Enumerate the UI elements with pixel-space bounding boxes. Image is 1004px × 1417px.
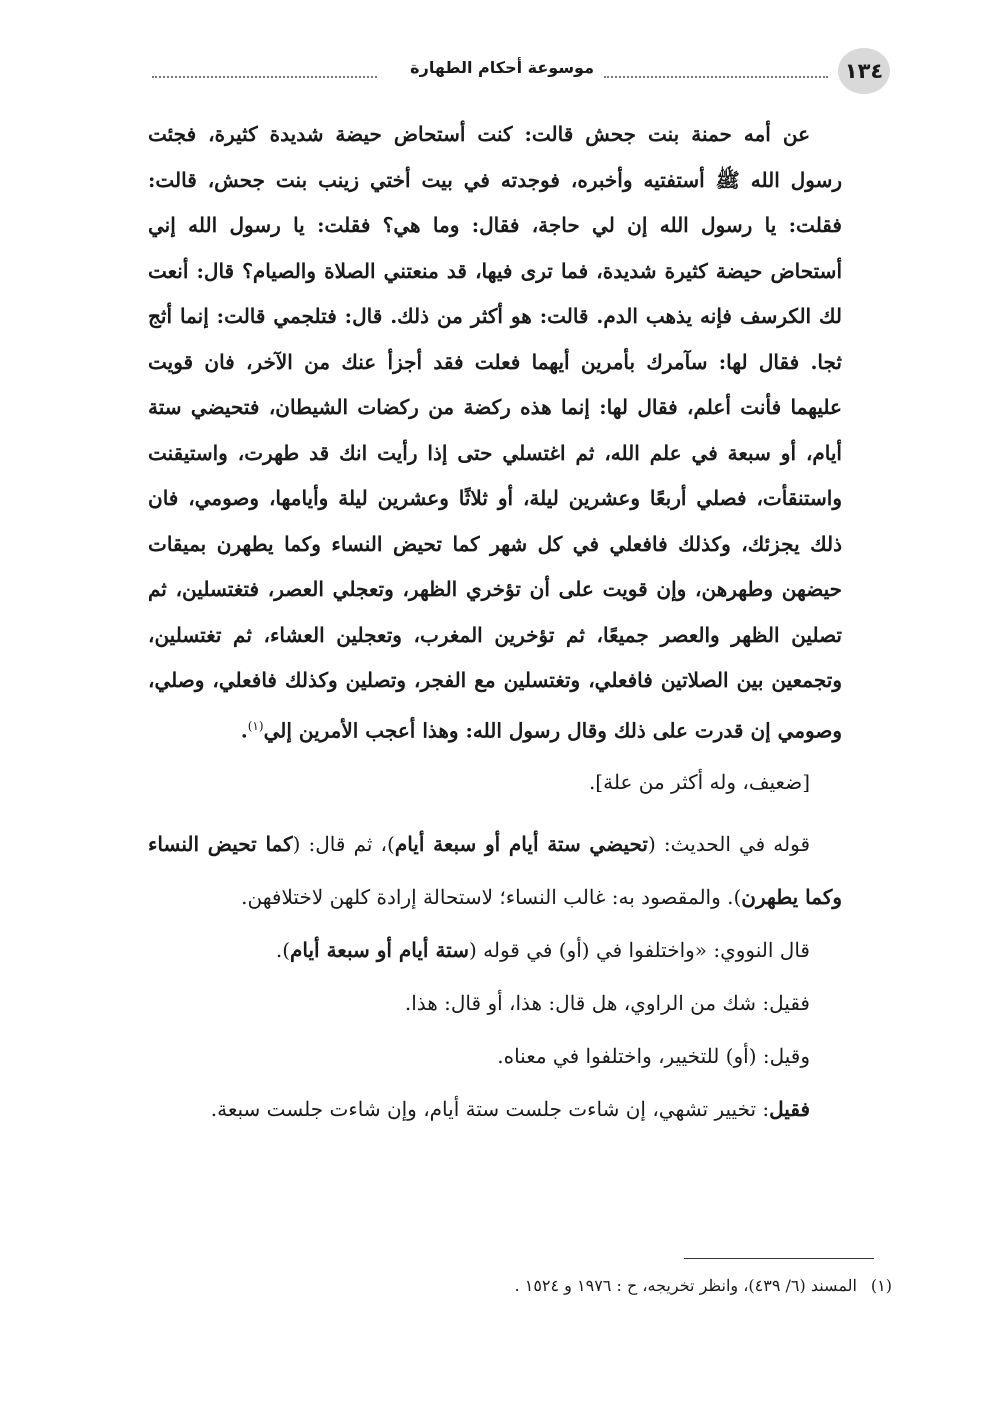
hadith-end-punct: . [240, 718, 248, 743]
quoted-phrase: ستة أيام أو سبعة أيام [290, 937, 469, 962]
running-book-title: موسوعة أحكام الطهارة [410, 58, 594, 77]
page-body [148, 112, 842, 1136]
footnote [515, 1276, 892, 1295]
quoted-phrase: تحيضي ستة أيام أو سبعة أيام [394, 831, 648, 856]
commentary-text: قوله في الحديث: ( [647, 831, 811, 856]
hadith-text: عن أمه حمنة بنت جحش قالت: كنت أستحاض حيضة شديدة كثيرة، فجئت رسول الله ﷺ أستفتيه وأخبره، فوجدته في بيت أختي زينب بنت جحش، قالت: فقلت: يا رسول الله إن لي حاجة، فقال: وما هي؟ فقلت: يا رسول الله إني أستحاض حيضة كثيرة شديدة، فما ترى فيها، قد منعتني الصلاة والصيام؟ قال: أنعت لك الكرسف فإنه يذهب الدم. قالت: هو أكثر من ذلك. قال: فتلجمي قالت: إنما أثج ثجا. فقال لها: سآمرك بأمرين أيهما فعلت فقد أجزأ عنك من الآخر، فان قويت عليهما فأنت أعلم، فقال لها: إنما هذه ركضة من ركضات الشيطان، فتحيضي ستة أيام، أو سبعة في علم الله، ثم اغتسلي حتى إذا رأيت انك قد طهرت، واستيقنت واستنقأت، فصلي أربعًا وعشرين ليلة، أو ثلاثًا وعشرين ليلة وأيامها، وصومي، فان ذلك يجزئك، وكذلك فافعلي في كل شهر كما تحيض النساء وكما يطهرن بميقات حيضهن وطهرهن، وإن قويت على أن تؤخري الظهر، وتعجلي العصر، فتغتسلين، ثم تصلين الظهر والعصر جميعًا، ثم تؤخرين المغرب، وتعجلين العشاء، ثم تغتسلين، وتجمعين بين الصلاتين فافعلي، وتغتسلين مع الفجر، وتصلين وكذلك فافعلي، وصلي، وصومي إن قدرت على ذلك وقال رسول الله: وهذا أعجب الأمرين إلي [148, 122, 842, 743]
emphasized-word: فقيل [769, 1096, 810, 1121]
footnote-separator [684, 1258, 874, 1259]
page-header [140, 46, 890, 98]
commentary-text: : تخيير تشهي، إن شاءت جلست ستة أيام، وإن شاءت جلست سبعة. [210, 1096, 770, 1121]
commentary-paragraph-4: وقيل: (أو) للتخيير، واختلفوا في معناه. [497, 1043, 810, 1068]
commentary-text: ). [275, 937, 291, 962]
footnote-number: (١) [870, 1276, 892, 1295]
page-number-badge [838, 48, 890, 94]
hadith-paragraph [148, 112, 842, 754]
header-dotted-rule-right [604, 76, 828, 78]
hadith-grading: [ضعيف، وله أكثر من علة]. [588, 769, 810, 794]
commentary-paragraph-2 [148, 924, 842, 977]
footnote-marker: (١) [247, 718, 264, 733]
commentary-paragraph-3: فقيل: شك من الراوي، هل قال: هذا، أو قال: هذا. [404, 990, 810, 1015]
commentary-paragraph-5 [148, 1083, 842, 1136]
header-dotted-rule-left [152, 76, 377, 78]
footnote-text: المسند (٦/ ٤٣٩)، وانظر تخريجه، ح : ١٩٧٦ و ١٥٢٤ . [514, 1276, 857, 1295]
quoted-phrase: كما تحيض النساء وكما يطهرن [148, 831, 842, 909]
commentary-text: ). والمقصود به: غالب النساء؛ لاستحالة إرادة كلهن لاختلافهن. [241, 884, 742, 909]
page-number: ١٣٤ [844, 59, 884, 83]
commentary-paragraph-1 [148, 818, 842, 924]
commentary-text: )، ثم قال: ( [292, 831, 395, 856]
commentary-text: قال النووي: «واختلفوا في (أو) في قوله ( [468, 937, 810, 962]
